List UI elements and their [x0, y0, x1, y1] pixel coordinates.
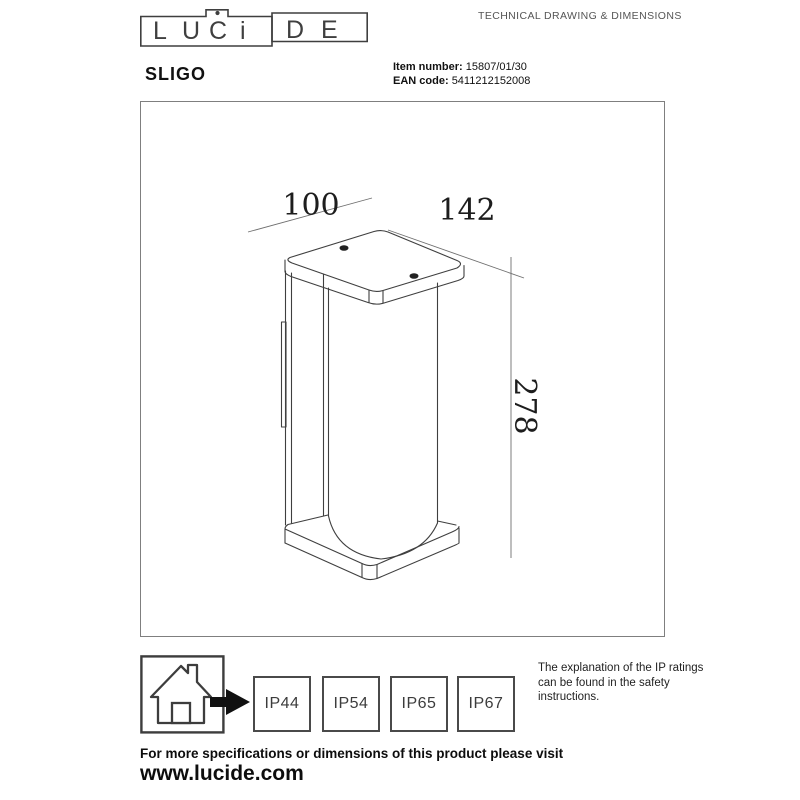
- ip-rating-box-ip44: [253, 676, 311, 732]
- house-door: [172, 703, 190, 723]
- logo-letter: E: [321, 16, 338, 44]
- ip-ratings-note: The explanation of the IP ratings can be found in the safety instructions.: [538, 662, 704, 703]
- ean-label: EAN code:: [393, 75, 449, 87]
- screw-dot: [340, 245, 349, 251]
- ip-rating-label: IP67: [468, 695, 504, 712]
- more-info-text: For more specifications or dimensions of this product please visit: [140, 746, 564, 761]
- logo-letters: [153, 16, 338, 45]
- screw-dot: [410, 273, 419, 279]
- ip-rating-box-ip54: [322, 676, 380, 732]
- dimension-lines: [248, 198, 524, 558]
- item-number-label: Item number:: [393, 61, 463, 73]
- dimension-label-278: 278: [507, 377, 542, 435]
- logo-letter: C: [209, 17, 228, 45]
- bottom-plate: [285, 515, 459, 580]
- item-number-value: 15807/01/30: [465, 61, 527, 73]
- product-name: SLIGO: [145, 64, 207, 84]
- dimension-label-142: 142: [438, 193, 496, 228]
- ip-rating-box-ip65: [390, 676, 448, 732]
- technical-drawing-frame: [140, 101, 665, 637]
- diffuser-cylinder: [329, 283, 438, 559]
- logo-letter: L: [153, 17, 167, 45]
- frame-posts: [286, 271, 324, 525]
- lucide-logo: [140, 8, 368, 50]
- ip-rating-label: IP44: [264, 695, 300, 712]
- logo-letter: U: [182, 17, 201, 45]
- website-link[interactable]: www.lucide.com: [140, 762, 304, 785]
- ean-value: 5411212152008: [451, 75, 531, 87]
- logo-c-dot: [215, 11, 219, 15]
- document-title: TECHNICAL DRAWING & DIMENSIONS: [478, 10, 682, 22]
- product-meta: [393, 60, 530, 88]
- arrow-right-icon: [210, 688, 252, 716]
- technical-drawing: [141, 102, 664, 636]
- dimension-label-100: 100: [282, 188, 340, 223]
- ip-rating-label: IP54: [333, 695, 369, 712]
- logo-letter: i: [240, 17, 246, 45]
- ean-row: [393, 74, 530, 88]
- item-number-row: [393, 60, 530, 74]
- logo-letter: D: [286, 16, 305, 44]
- ip-rating-box-ip67: [457, 676, 515, 732]
- ip-rating-label: IP65: [401, 695, 437, 712]
